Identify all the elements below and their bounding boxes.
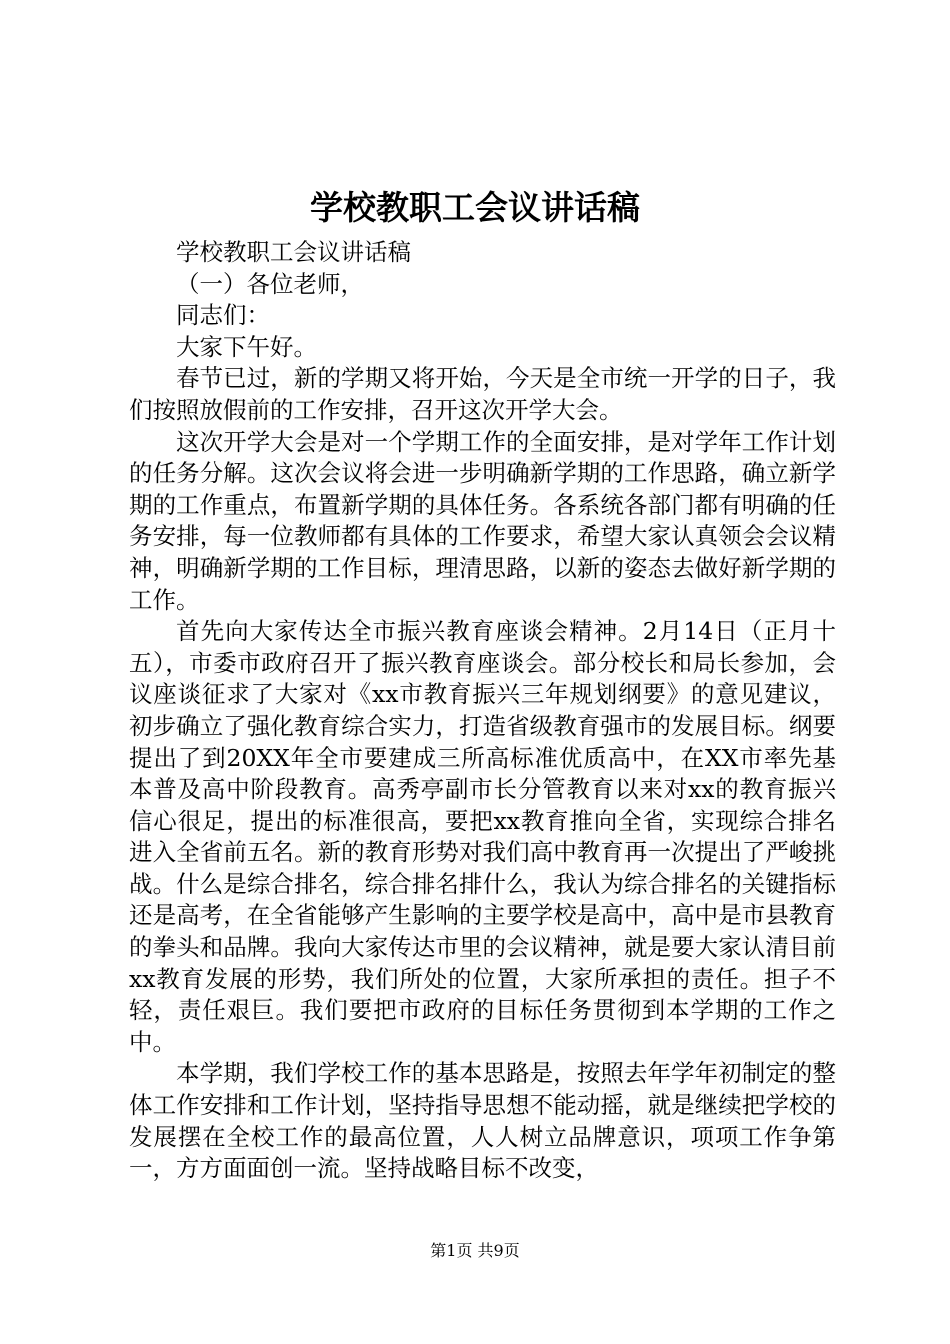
paragraph: 这次开学大会是对一个学期工作的全面安排，是对学年工作计划的任务分解。这次会议将会进一步明确新学期的工作思路，确立新学期的工作重点，布置新学期的具体任务。各系统各部门都有明确的任务安排，每一位教师都有具体的工作要求，希望大家认真领会会议精神，明确新学期的工作目标，理清思路，以新的姿态去做好新学期的工作。 — [129, 427, 836, 614]
document-title: 学校教职工会议讲话稿 — [310, 188, 640, 227]
paragraph: 春节已过，新的学期又将开始，今天是全市统一开学的日子，我们按照放假前的工作安排，召开这次开学大会。 — [129, 364, 836, 424]
paragraph: 本学期，我们学校工作的基本思路是，按照去年学年初制定的整体工作安排和工作计划，坚持指导思想不能动摇，就是继续把学校的发展摆在全校工作的最高位置，人人树立品牌意识，项项工作争第一，方方面面创一流。坚持战略目标不改变， — [129, 1059, 836, 1183]
paragraph: 同志们： — [176, 301, 270, 330]
paragraph: 学校教职工会议讲话稿 — [176, 238, 411, 266]
paragraph: （一）各位老师， — [176, 269, 364, 298]
paragraph: 大家下午好。 — [176, 332, 317, 361]
document-body — [129, 237, 836, 1185]
page-footer: 第1页 共9页 — [430, 1241, 520, 1260]
paragraph: 首先向大家传达全市振兴教育座谈会精神。2月14日（正月十五），市委市政府召开了振兴教育座谈会。部分校长和局长参加，会议座谈征求了大家对《xx市教育振兴三年规划纲要》的意见建议，初步确立了强化教育综合实力，打造省级教育强市的发展目标。纲要提出了到20XX年全市要建成三所高标准优质高中，在XX市率先基本普及高中阶段教育。高秀亭副市长分管教育以来对xx的教育振兴信心很足，提出的标准很高，要把xx教育推向全省，实现综合排名进入全省前五名。新的教育形势对我们高中教育再一次提出了严峻挑战。什么是综合排名，综合排名排什么，我认为综合排名的关键指标还是高考，在全省能够产生影响的主要学校是高中，高中是市县教育的拳头和品牌。我向大家传达市里的会议精神，就是要大家认清目前xx教育发展的形势，我们所处的位置，大家所承担的责任。担子不轻，责任艰巨。我们要把市政府的目标任务贯彻到本学期的工作之中。 — [129, 617, 836, 1056]
